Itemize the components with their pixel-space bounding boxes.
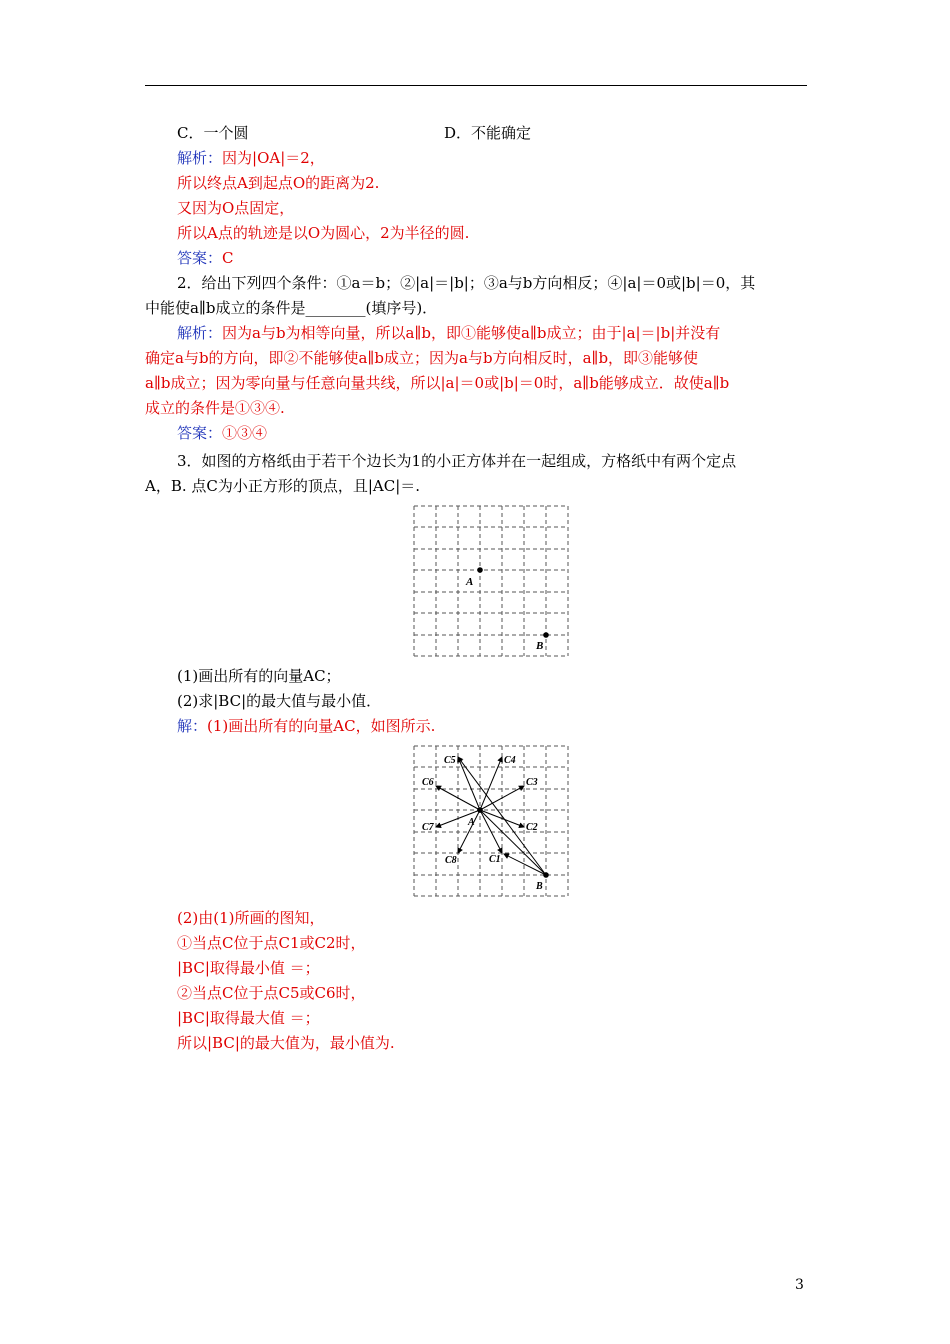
grid-figure-2: [412, 743, 570, 899]
q1-answer-value: C: [222, 249, 234, 267]
label-a: A: [466, 576, 474, 588]
point-b: [543, 632, 549, 638]
q3-sol2-line-4: ②当点C位于点C5或C6时，: [177, 984, 366, 1002]
q2-stem-line-2: 中能使a∥b成立的条件是________(填序号)．: [145, 299, 438, 317]
q3-sol2-line-5: |BC|取得最大值 ＝；: [177, 1009, 320, 1027]
q3-sol2-line-6: 所以|BC|的最大值为，最小值为.: [177, 1034, 395, 1052]
label-a-2: A: [468, 817, 475, 828]
q2-analysis-line-1: [177, 323, 720, 343]
label-c7: C7: [422, 822, 434, 833]
q1-analysis-line-1: [177, 148, 325, 168]
label-c1: C1: [489, 854, 501, 865]
vector-ac5: [458, 757, 480, 810]
q2-stem-line-1: 2．给出下列四个条件：①a＝b；②|a|＝|b|；③a与b方向相反；④|a|＝0或|b|＝0，其: [177, 274, 756, 292]
q1-answer-label: 答案：: [177, 249, 223, 267]
q1-analysis-text-1: 因为|OA|＝2，: [222, 149, 325, 167]
label-c3: C3: [526, 777, 538, 788]
q1-analysis-line-2: 所以终点A到起点O的距离为2.: [177, 174, 380, 192]
label-c5: C5: [444, 755, 456, 766]
option-c: C．一个圆: [177, 124, 249, 142]
q1-analysis-label: 解析：: [177, 149, 223, 167]
label-b-2: B: [536, 881, 543, 892]
q2-analysis-line-3: a∥b成立；因为零向量与任意向量共线，所以|a|＝0或|b|＝0时，a∥b能够成立．故使a∥b: [145, 374, 730, 392]
q1-analysis-line-3: 又因为O点固定，: [177, 199, 295, 217]
label-c4: C4: [504, 755, 516, 766]
q3-solution-label: 解：: [177, 717, 208, 735]
label-c8: C8: [445, 855, 457, 866]
q3-stem-line-2: A，B. 点C为小正方形的顶点，且|AC|＝.: [145, 477, 421, 495]
header-rule: [145, 85, 807, 86]
point-a: [477, 567, 483, 573]
segment-ab: [480, 810, 546, 875]
label-c2: C2: [526, 822, 538, 833]
q1-analysis-line-4: 所以A点的轨迹是以O为圆心，2为半径的圆.: [177, 224, 470, 242]
q2-answer: [177, 423, 267, 443]
q3-sol2-line-1: (2)由(1)所画的图知，: [177, 909, 325, 927]
q2-answer-label: 答案：: [177, 424, 223, 442]
point-a-2: [477, 807, 483, 813]
q1-answer: [177, 248, 234, 268]
q2-analysis-label: 解析：: [177, 324, 223, 342]
q3-solution-line-1: [177, 716, 435, 736]
grid-figure-1: [412, 503, 570, 659]
q2-analysis-line-2: 确定a与b的方向，即②不能够使a∥b成立；因为a与b方向相反时，a∥b，即③能够使: [145, 349, 699, 367]
point-b-2: [543, 872, 549, 878]
label-c6: C6: [422, 777, 434, 788]
q3-part-2: (2)求|BC|的最大值与最小值．: [177, 692, 382, 710]
q2-answer-value: ①③④: [222, 424, 268, 442]
page-number: 3: [795, 1277, 804, 1293]
q3-sol2-line-2: ①当点C位于点C1或C2时，: [177, 934, 366, 952]
q3-part-1: (1)画出所有的向量AC；: [177, 667, 341, 685]
q3-stem-line-1: 3．如图的方格纸由于若干个边长为1的小正方体并在一起组成，方格纸中有两个定点: [177, 452, 737, 470]
label-b: B: [536, 640, 544, 652]
vector-bc1: [504, 854, 546, 875]
q3-sol2-line-3: |BC|取得最小值 ＝；: [177, 959, 320, 977]
q2-analysis-text-1: 因为a与b为相等向量，所以a∥b，即①能够使a∥b成立；由于|a|＝|b|并没有: [222, 324, 721, 342]
option-d: D．不能确定: [444, 124, 532, 142]
q2-analysis-line-4: 成立的条件是①③④.: [145, 399, 285, 417]
q3-solution-text-1: (1)画出所有的向量AC，如图所示.: [207, 717, 436, 735]
